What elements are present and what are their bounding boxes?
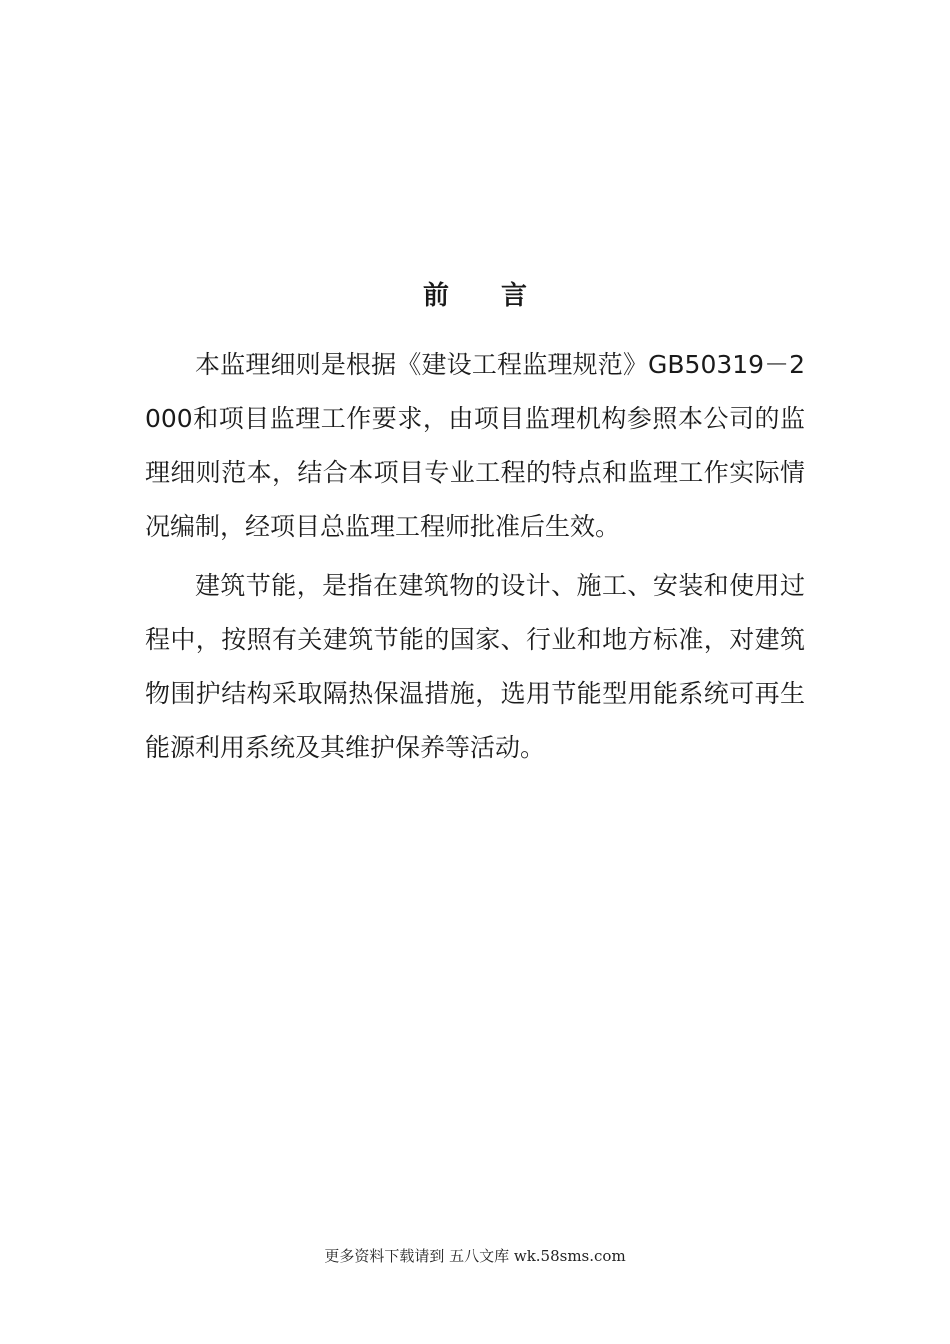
paragraph-1: 本监理细则是根据《建设工程监理规范》GB50319－2000和项目监理工作要求，由项目监理机构参照本公司的监理细则范本，结合本项目专业工程的特点和监理工作实际情况编制，经项目总监理工程师批准后生效。 <box>145 350 805 541</box>
page-title: 前言 <box>422 281 579 311</box>
footer-note: 更多资料下载请到 五八文库 wk.58sms.com <box>324 1247 626 1265</box>
paragraph-2: 建筑节能，是指在建筑物的设计、施工、安装和使用过程中，按照有关建筑节能的国家、行业和地方标准，对建筑物围护结构采取隔热保温措施，选用节能型用能系统可再生能源利用系统及其维护保养等活动。 <box>145 571 805 762</box>
